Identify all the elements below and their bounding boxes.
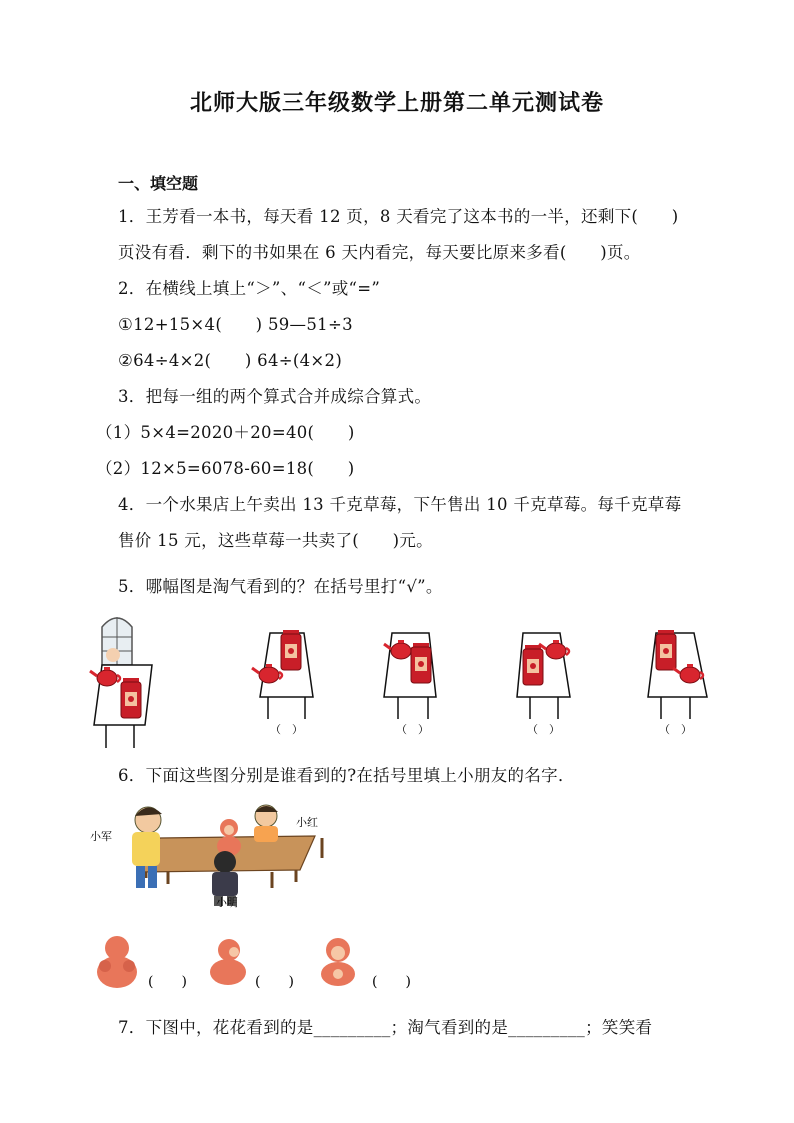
label-xiaojun: 小军 — [90, 830, 112, 843]
question-5: 5．哪幅图是淘气看到的？在括号里打“√”。 — [118, 577, 443, 596]
doll-back-view-icon — [97, 936, 137, 988]
question-3-item-2: （2）12×5=6078-60=18( ) — [96, 459, 355, 478]
page-title: 北师大版三年级数学上册第二单元测试卷 — [189, 90, 604, 116]
label-xiaoming: 小明 — [216, 896, 238, 909]
question-1-line-2: 页没有看．剩下的书如果在 6 天内看完，每天要比原来多看( )页。 — [118, 243, 641, 262]
doll-front-view-icon — [321, 938, 355, 986]
question-6-scene — [0, 800, 794, 1010]
question-2: 2．在横线上填上“＞”、“＜”或“=” — [118, 279, 381, 298]
question-1-line-1: 1．王芳看一本书，每天看 12 页，8 天看完了这本书的一半，还剩下( ) — [118, 207, 679, 226]
question-3-item-1: （1）5×4=2020＋20=40( ) — [96, 423, 355, 442]
xiaohong-figure — [254, 805, 278, 842]
question-7: 7．下图中，花花看到的是_________；淘气看到的是_________；笑笑看 — [118, 1018, 653, 1037]
doll-side-view-icon — [210, 939, 246, 985]
question-4-line-2: 售价 15 元，这些草莓一共卖了( )元。 — [118, 531, 433, 550]
question-4-line-1: 4．一个水果店上午卖出 13 千克草莓，下午售出 10 千克草莓。每千克草莓 — [118, 495, 682, 514]
option-3-paren[interactable]: （ ） — [527, 723, 560, 736]
window-icon — [102, 617, 132, 665]
doll-3-paren[interactable]: ( ) — [372, 974, 411, 990]
section-heading: 一、填空题 — [118, 174, 199, 193]
option-2-paren[interactable]: （ ） — [396, 723, 429, 736]
question-3: 3．把每一组的两个算式合并成综合算式。 — [118, 387, 432, 406]
option-4-paren[interactable]: （ ） — [659, 723, 692, 736]
question-5-figures — [0, 605, 794, 765]
doll-1-paren[interactable]: ( ) — [148, 974, 187, 990]
question-6: 6．下面这些图分别是谁看到的?在括号里填上小朋友的名字． — [118, 766, 575, 785]
option-1-paren[interactable]: （ ） — [270, 723, 303, 736]
doll-2-paren[interactable]: ( ) — [255, 974, 294, 990]
question-2-item-1: ①12+15×4( ) 59—51÷3 — [118, 315, 353, 334]
question-2-item-2: ②64÷4×2( ) 64÷(4×2) — [118, 351, 343, 370]
label-xiaohong: 小红 — [296, 816, 318, 829]
